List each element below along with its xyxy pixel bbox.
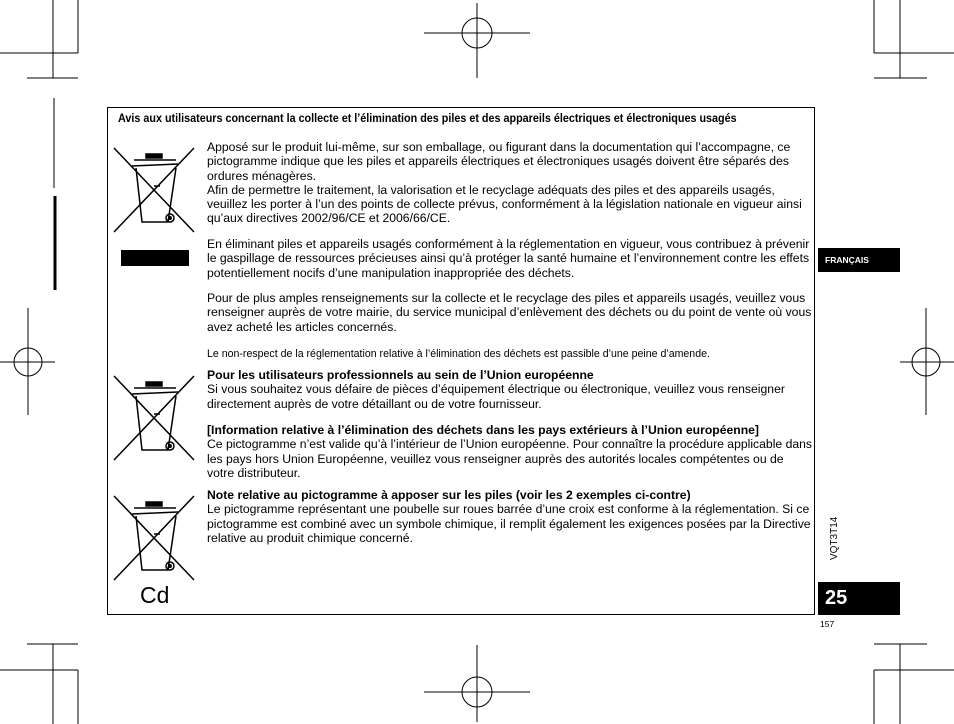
professional-heading: Pour les utilisateurs professionnels au sein de l’Union européenne <box>207 368 594 382</box>
battery-section <box>207 488 812 545</box>
crossed-out-wheelie-bin-icon <box>112 146 196 234</box>
intro-paragraph-1: Apposé sur le produit lui-même, sur son emballage, ou figurant dans la documentation qui l’accompagne, ce pictogramme indique que les piles et appareils électriques et électroniques usagés doivent être séparés des ordures ménagères. <box>207 140 791 183</box>
intro-paragraph-2: Afin de permettre le traitement, la valorisation et le recyclage adéquats des piles et des appareils usagés, veuillez les porter à l’un des points de collecte prévus, conformément à la législation nationale en vigueur ainsi qu’aux directives 2002/96/CE et 2006/66/CE. <box>207 182 802 226</box>
language-tab: FRANÇAIS <box>818 248 900 272</box>
separate-collection-bar <box>121 250 189 266</box>
crop-mark-icon <box>874 644 954 724</box>
page-number: 25 <box>818 582 900 615</box>
model-code: VQT3T14 <box>829 516 840 560</box>
outside-eu-section <box>207 423 812 480</box>
registration-crosshair-icon <box>424 645 530 722</box>
elimination-paragraph: En éliminant piles et appareils usagés conformément à la réglementation en vigueur, vous contribuez à prévenir le gaspillage de ressources précieuses ainsi qu’à protéger la santé humaine et l’environnement contre les effets potentiellement nocifs d’une manipulation inappropriée des déchets. <box>207 237 810 280</box>
registration-crosshair-icon <box>424 3 530 78</box>
professional-section <box>207 368 812 411</box>
crossed-out-wheelie-bin-icon <box>112 494 196 582</box>
chemical-symbol: Cd <box>140 582 170 608</box>
registration-crosshair-icon <box>900 308 954 415</box>
more-info-paragraph: Pour de plus amples renseignements sur la collecte et le recyclage des piles et appareils usagés, veuillez vous renseigner auprès de votre mairie, du service municipal d’enlèvement des déchets ou du point de vente où vous avez acheté les articles concernés. <box>207 291 812 334</box>
notice-title: Avis aux utilisateurs concernant la collecte et l’élimination des piles et des appareils électriques et électroniques usagés <box>118 112 737 125</box>
battery-body: Le pictogramme représentant une poubelle sur roues barrée d’une croix est conforme à la réglementation. Si ce pictogramme est combiné avec un symbole chimique, il remplit également les exigences posées par la Directive relative au produit chimique concerné. <box>207 502 811 545</box>
outside-eu-body: Ce pictogramme n’est valide qu’à l’intérieur de l’Union européenne. Pour connaître la procédure applicable dans les pays hors Union Européenne, veuillez vous renseigner auprès des autorités locales compétentes ou de votre distributeur. <box>207 437 813 480</box>
outside-eu-heading: [Information relative à l’élimination des déchets dans les pays extérieurs à l’Union européenne] <box>207 423 759 437</box>
professional-body: Si vous souhaitez vous défaire de pièces d’équipement électrique ou électronique, veuillez vous renseigner directement auprès de votre détaillant ou de votre fournisseur. <box>207 382 785 411</box>
battery-heading: Note relative au pictogramme à apposer sur les piles (voir les 2 exemples ci-contre) <box>207 488 691 502</box>
crop-mark-icon <box>0 0 78 78</box>
penalty-paragraph: Le non-respect de la réglementation relative à l’élimination des déchets est passible d’une peine d’amende. <box>207 348 710 360</box>
registration-crosshair-icon <box>0 308 55 415</box>
sheet-number: 157 <box>820 619 835 629</box>
crossed-out-wheelie-bin-icon <box>112 374 196 462</box>
intro-section <box>207 140 812 226</box>
crop-mark-icon <box>0 644 78 724</box>
crop-mark-icon <box>874 0 954 78</box>
